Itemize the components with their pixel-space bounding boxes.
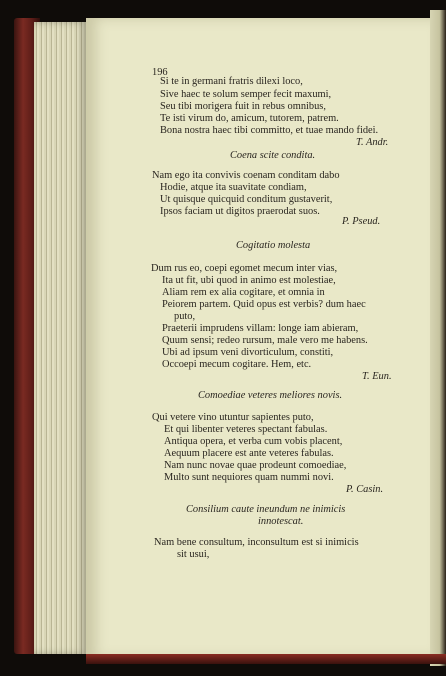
- verse-line: Nam ego ita convivis coenam conditam dabo: [152, 170, 340, 181]
- verse-line: Si te in germani fratris dilexi loco,: [160, 76, 303, 87]
- attribution: P. Casin.: [346, 484, 384, 495]
- verse-line: Multo sunt nequiores quam nummi novi.: [164, 472, 334, 483]
- book-bottom-edge: [86, 654, 446, 664]
- verse-line: Et qui libenter veteres spectant fabulas.: [164, 424, 328, 435]
- attribution: T. Eun.: [362, 371, 392, 382]
- verse-line: Sive haec te solum semper fecit maxumi,: [160, 89, 332, 100]
- verse-line: Bona nostra haec tibi committo, et tuae mando fidei.: [160, 125, 379, 136]
- verse-line: Qui vetere vino utuntur sapientes puto,: [152, 412, 314, 423]
- next-page-edge: [430, 10, 446, 666]
- attribution: T. Andr.: [356, 137, 389, 148]
- verse-line: Ipsos faciam ut digitos praerodat suos.: [160, 206, 320, 217]
- section-heading: Consilium caute ineundum ne inimicis: [186, 504, 346, 515]
- verse-line: Aequum placere est ante veteres fabulas.: [164, 448, 334, 459]
- verse-line: Ita ut fit, ubi quod in animo est molestiae,: [162, 275, 336, 286]
- section-heading: Cogitatio molesta: [236, 240, 311, 251]
- verse-line: Nam nunc novae quae prodeunt comoediae,: [164, 460, 347, 471]
- verse-line: Antiqua opera, et verba cum vobis placent,: [164, 436, 343, 447]
- verse-line: puto,: [174, 311, 196, 322]
- section-heading: Comoediae veteres meliores novis.: [198, 390, 343, 401]
- verse-line: Dum rus eo, coepi egomet mecum inter vias,: [151, 263, 338, 274]
- verse-line: Ut quisque quicquid conditum gustaverit,: [160, 194, 333, 205]
- verse-line: Ubi ad ipsum veni divorticulum, constiti,: [162, 347, 334, 358]
- section-heading: innotescat.: [258, 516, 304, 527]
- page-number: 196: [152, 67, 168, 78]
- verse-line: Nam bene consultum, inconsultum est si inimicis: [154, 537, 359, 548]
- section-heading: Coena scite condita.: [230, 150, 316, 161]
- verse-line: Quum sensi; redeo rursum, male vero me habens.: [162, 335, 368, 346]
- attribution: P. Pseud.: [342, 216, 381, 227]
- verse-line: Aliam rem ex alia cogitare, et omnia in: [162, 287, 325, 298]
- page-edges: [34, 22, 88, 654]
- verse-line: sit usui,: [177, 549, 210, 560]
- verse-line: Praeterii imprudens villam: longe iam abieram,: [162, 323, 359, 334]
- verse-line: Hodie, atque ita suavitate condiam,: [160, 182, 307, 193]
- verse-line: Seu tibi morigera fuit in rebus omnibus,: [160, 101, 326, 112]
- verse-line: Occoepi mecum cogitare. Hem, etc.: [162, 359, 312, 370]
- verse-line: Te isti virum do, amicum, tutorem, patrem.: [160, 113, 339, 124]
- verse-line: Peiorem partem. Quid opus est verbis? dum haec: [162, 299, 366, 310]
